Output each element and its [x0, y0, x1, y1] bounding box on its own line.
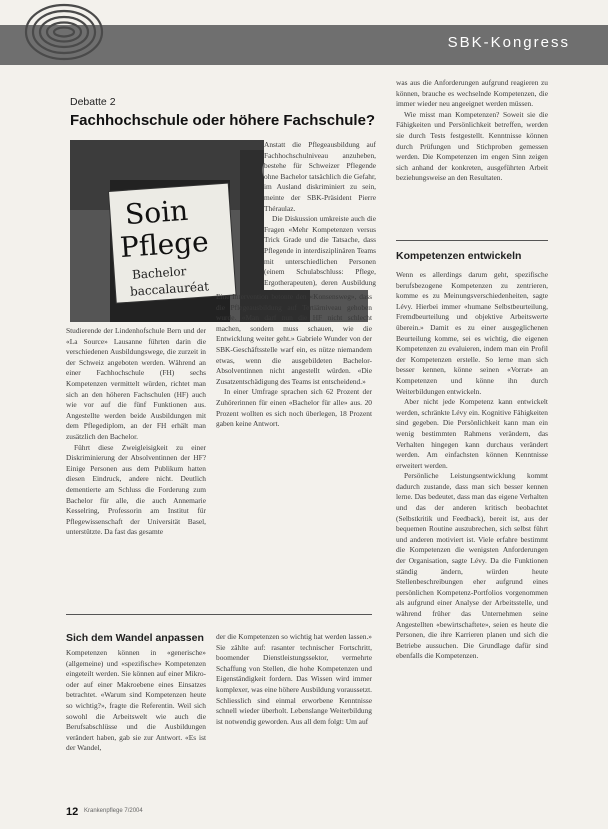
subhead-kompetenzen: Kompetenzen entwickeln [396, 250, 522, 262]
header-title: SBK-Kongress [447, 34, 570, 51]
paragraph: Führt diese Zweigleisigkeit zu einer Diskriminierung der Absolventinnen der HF? Einige Personen aus dem Publikum hatten diesen Eindruck, andere nicht. Deutlich dementierte am Schluss die Forderung zum Bachelor für alle, die auch Annemarie Kesselring, Professorin am Institut für Pflegewissenschaft der Universität Basel, unterstützte. Da fast das gesamte [66, 442, 206, 537]
column-1-lower [66, 648, 206, 798]
divider [396, 240, 548, 241]
paragraph: Anstatt die Pflegeausbildung auf Fachhochschulniveau anzuheben, bestehe für Schweizer Pflegende ohne Bachelor tatsächlich die Gefahr, im Ausland diskriminiert zu sein, meinte der SBK-Präsident Pierre Théraulaz. [264, 140, 376, 213]
subhead-wandel: Sich dem Wandel anpassen [66, 632, 204, 644]
sign-text-soin: Soin [123, 193, 190, 232]
paragraph: Wenn es allerdings darum geht, spezifische berufsbezogene Kompetenzen zu zentrieren, komme es zu Meinungsverschiedenheiten, sagte Lévy. Hierbei immer «humane Selbstbeurteilung, Fremdbeurteilung und objektive Arbeitswerte überein.» Damit es zu einer ausgeglichenen Beurteilung komme, sei es wichtig, die eigenen Kompetenzen zu evaluieren, indem man ein Profil der Kompetenzen erstelle. So lerne man sich besser kennen, könne seinen «Vorrat» an Kompetenzen und könne ihn durch Weiterbildungen entwickeln. [396, 270, 548, 396]
sign-text-pflege: Pflege [118, 224, 210, 265]
paragraph: Wie misst man Kompetenzen? Soweit sie die Fähigkeiten und Persönlichkeit betreffen, werden sie durch Tests festgestellt. Kenntnisse können durch Prüfungen und Stichproben gemessen werden. Die Kompetenzen im engen Sinn zeigen sich anhand der konkreten, ausgeführten Arbeit beziehungsweise an den Resultaten. [396, 109, 548, 183]
paragraph: Eine Intervention betonte den «Konsensweg», dass die Pflegeausbildung auf Tertiärniveau gehoben wurde. «Man darf nun die HF nicht schlecht machen, sondern muss schauen, wie die Entwicklung weiter geht.» Gabriele Wunder von der SBK-Geschäftsstelle warf ein, es nütze niemandem etwas, wenn die ausgebildeten Bachelor-Absolventinnen nicht angestellt würden. «Die Zusatzentschädigung des Teams ist entscheidend.» [216, 292, 372, 386]
page-number: 12 [66, 806, 79, 818]
paragraph: der die Kompetenzen so wichtig hat werden lassen.» Sie zählte auf: rasanter technischer Fortschritt, boomender Dienstleistungssektor, vermehrte Schaffung von Stellen, die hohe Kompetenzen und Eigenständigkeit fordern. Das Wissen wird immer komplexer, was eine höhere Ausbildung voraussetzt. Schliesslich sind einmal erworbene Kenntnisse schnell wieder überholt. Lebenslange Weiterbildung ist notwendig geworden. Aus all dem folgt: Um auf [216, 632, 372, 726]
sign-text-baccalaureat: baccalauréat [129, 279, 210, 299]
column-3-top [396, 78, 548, 238]
paragraph: In einer Umfrage sprachen sich 62 Prozent der Zuhörerinnen für einen «Bachelor für alle» aus. 20 Prozent wollten es sich noch überlegen, 18 Prozent gaben keine Antwort. [216, 387, 372, 429]
sign-text-bachelor: Bachelor [131, 264, 187, 282]
paragraph: Die Diskussion umkreiste auch die Fragen «Mehr Kompetenzen versus Trick Grade und die Tatsache, dass Pflegende in interdisziplinären Teams mit unterschiedlichen Personen (einem Schulabschluss: Pflege, Ergotherapeuten), deren Ausbildung [264, 214, 376, 287]
swirl-logo-icon [22, 2, 117, 62]
column-2-upper [216, 292, 372, 592]
column-3-body [396, 270, 548, 800]
column-1-upper [66, 326, 206, 594]
column-2-lower [216, 632, 372, 798]
text-right-of-photo [264, 140, 376, 290]
paragraph: was aus die Anforderungen aufgrund reagieren zu können, brauche es wechselnde Kompetenzen, die immer wieder neu angeeignet werden müssen. [396, 78, 548, 109]
paragraph: Persönliche Leistungsentwicklung kommt dadurch zustande, dass man sich besser kennen lerne. Das bedeutet, dass man das eigene Verhalten und das der anderen kritisch beobachtet (Selbstkritik und Feedback), bereit ist, aus der bequemen Routine auszubrechen, sich selbst führt und anderen motiviert ist. Viele erfahre bestimmt die Kompetenzen die wenigsten Anforderungen der Organisation, sagte Lévy. Da die Funktionen ständig ändern, würden heute Stellenbeschreibungen eher aufgrund eines persönlichen Kompetenz-Portfolios vorgenommen als aufgrund einer Analyse der Arbeitsstelle, und während früher das Unternehmen seine Angestellten «bewirtschaftete», seien es heute die Personen, die ihre Karrieren planen und sich die Betriebe aussuchen. Die Grundlage dafür sind ebenfalls die Kompetenzen. [396, 471, 548, 661]
paragraph: Aber nicht jede Kompetenz kann entwickelt werden, schränkte Lévy ein. Kognitive Fähigkeiten sind gegeben. Die Persönlichkeit kann man ein wenig bestimmten Rahmens verändern, das Verhalten hingegen kann durchaus verändert werden. Am einfachsten können Kenntnisse erweitert werden. [396, 397, 548, 470]
article-headline: Fachhochschule oder höhere Fachschule? [70, 112, 376, 129]
divider [66, 614, 372, 615]
section-tag: Debatte 2 [70, 96, 116, 108]
publication-name: Krankenpflege 7/2004 [84, 808, 143, 814]
paragraph: Studierende der Lindenhofschule Bern und der «La Source» Lausanne führten darin die verschiedenen Ausbildungswege, die zurzeit in der Schweiz angeboten werden. Während an einer Fachhochschule (FH) sechs Kompetenzen vermittelt würden, richtet man sich an den höheren Fachschulen (HF) auch wie vor auf die fünf Funktionen aus. Angestellte werden beide Ausbildungen mit dem Pflegediplom, an der FH erhält man zusätzlich den Bachelor. [66, 326, 206, 441]
paragraph: Kompetenzen können in «generische» (allgemeine) und «spezifische» Kompetenzen eingeteilt werden. Sie können auf einer Mikro- oder auf einer Makroebene eines Einsatzes betrachtet. «Warum sind Kompetenzen heute so wichtig?», fragte die Referentin. Weil sich sowohl die Arbeitswelt wie auch die Berufsabschlüsse und die Ausbildungen verändert haben, gab sie zur Antwort. «Es ist der Wandel, [66, 648, 206, 753]
